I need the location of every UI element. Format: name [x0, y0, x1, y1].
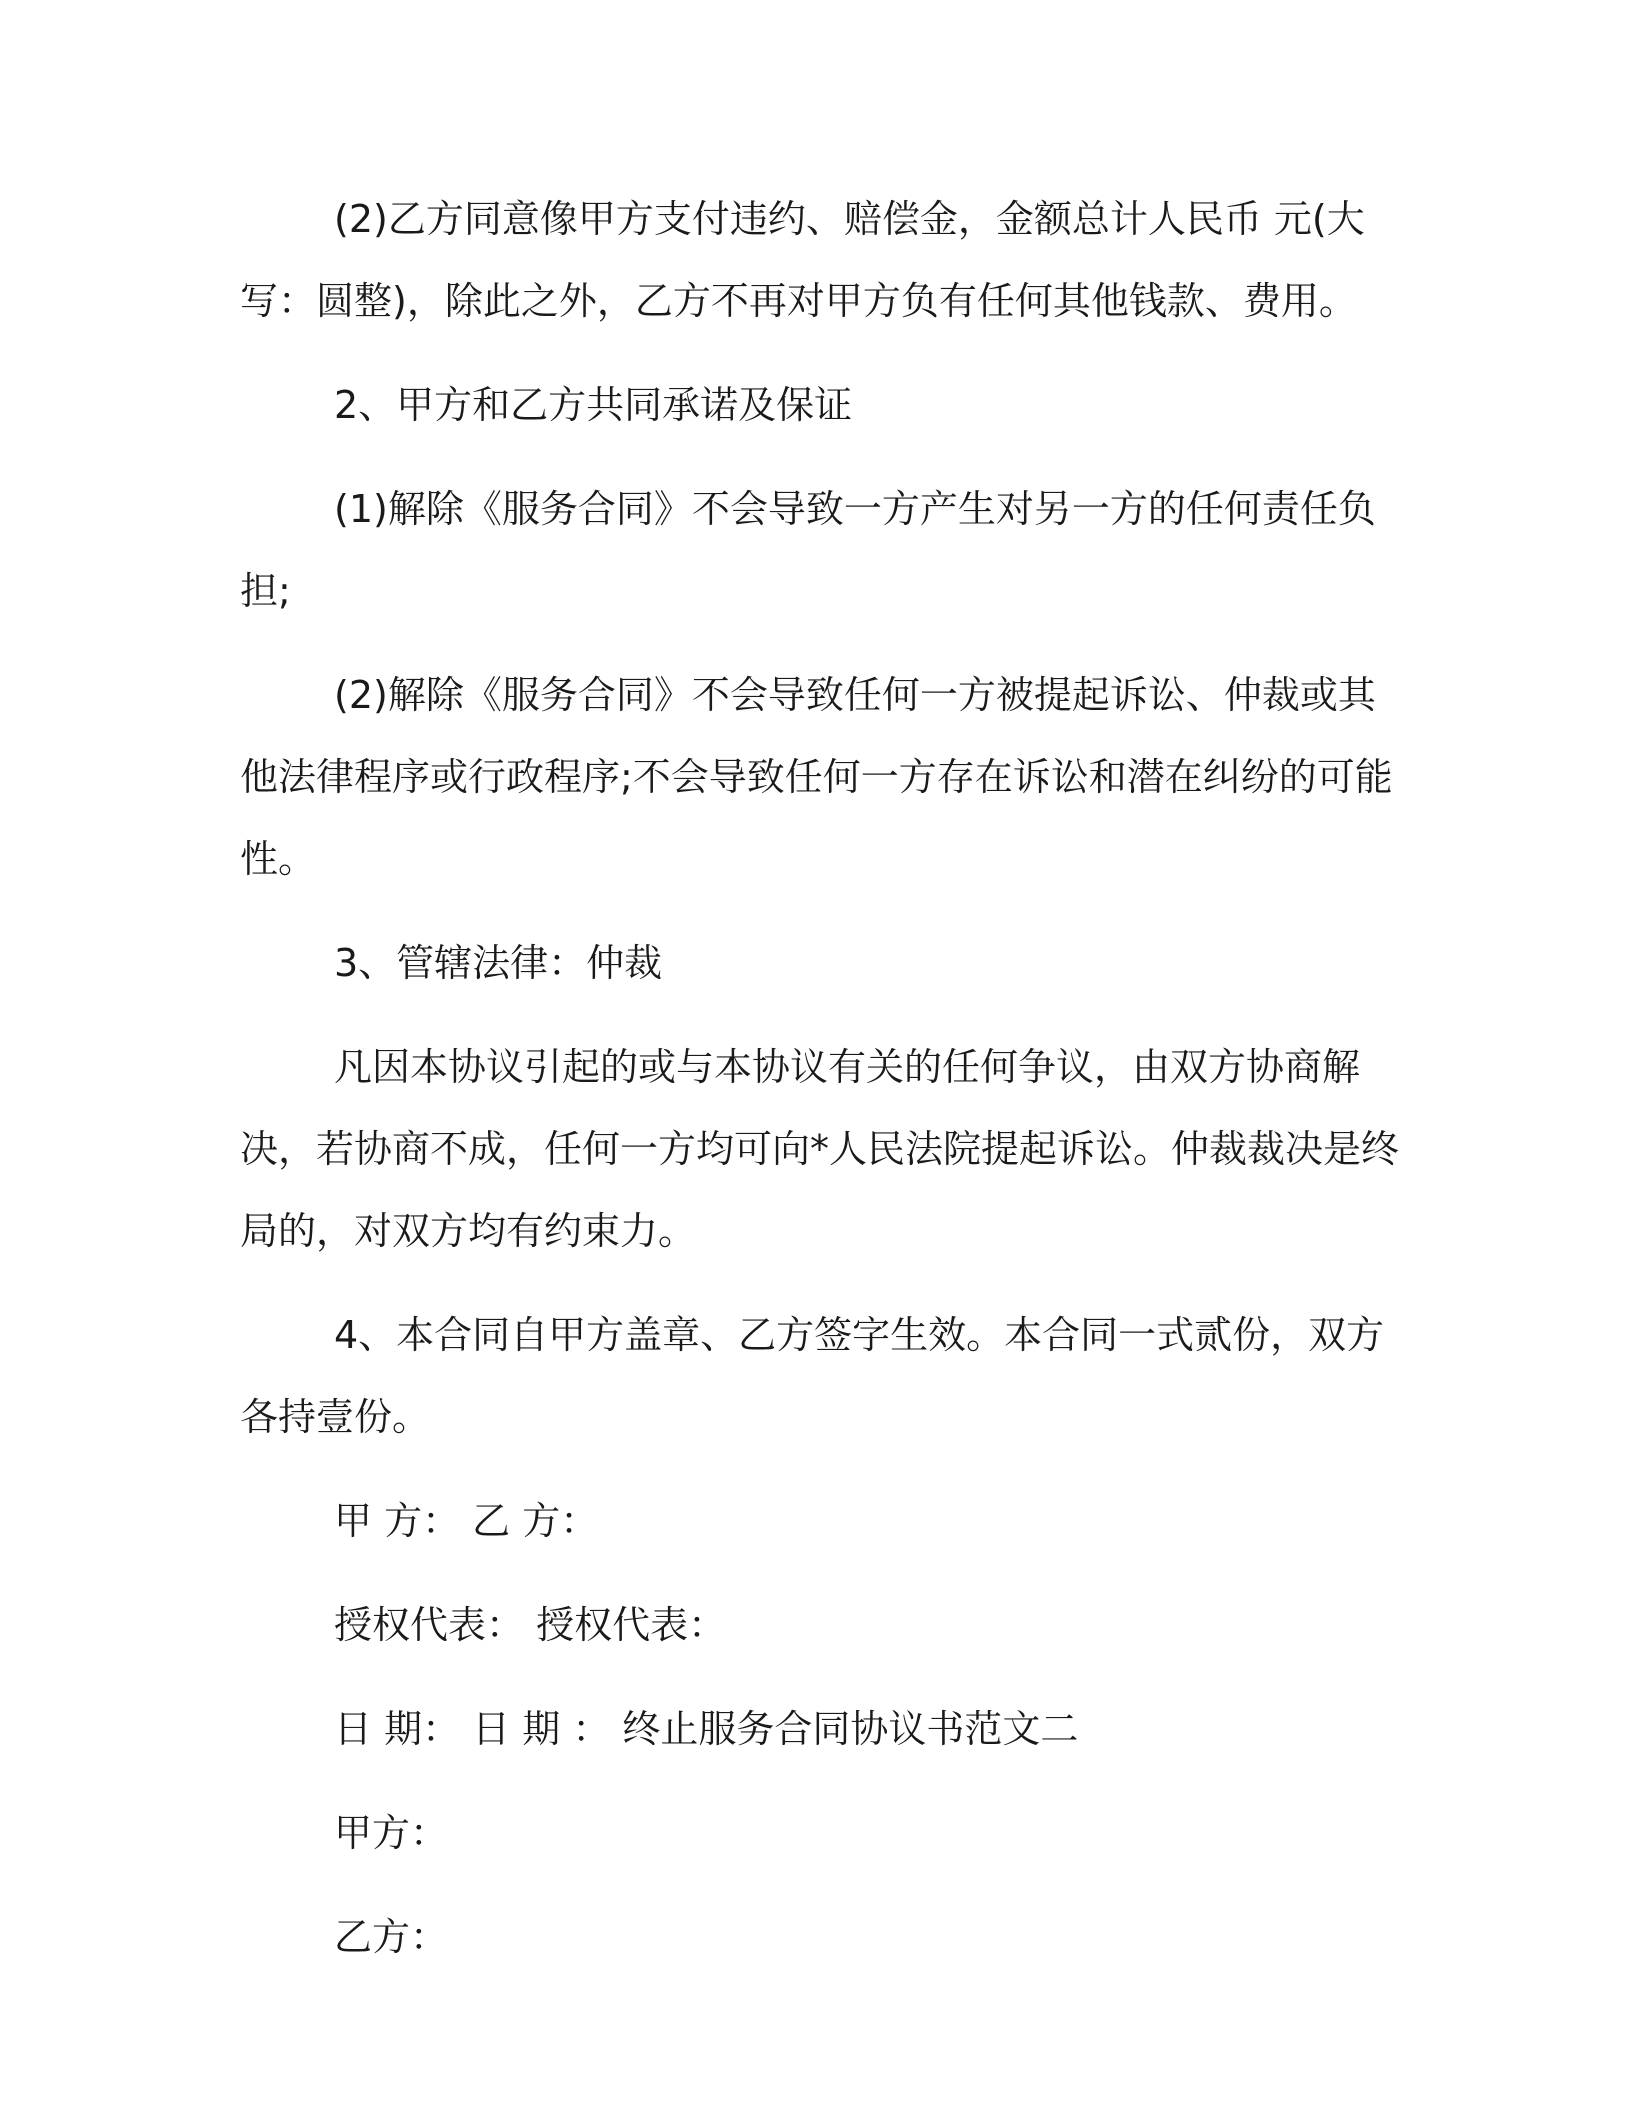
clause-2-2-payment: (2)乙方同意像甲方支付违约、赔偿金，金额总计人民币 元(大写：圆整)，除此之外，乙方不再对甲方负有任何其他钱款、费用。 — [240, 197, 1365, 323]
document-body — [240, 178, 1400, 1978]
clause-2-1: (1)解除《服务合同》不会导致一方产生对另一方的任何责任负担; — [240, 487, 1376, 613]
party-a-label: 甲方： — [334, 1811, 449, 1855]
section-2-heading: 2、甲方和乙方共同承诺及保证 — [334, 383, 853, 427]
clause-2-2: (2)解除《服务合同》不会导致任何一方被提起诉讼、仲裁或其他法律程序或行政程序;不会导致任何一方存在诉讼和潜在纠纷的可能性。 — [240, 673, 1393, 881]
section-4-effectiveness: 4、本合同自甲方盖章、乙方签字生效。本合同一式贰份，双方各持壹份。 — [240, 1313, 1385, 1439]
party-b-label: 乙方： — [334, 1915, 449, 1959]
signature-dates: 日 期： 日 期 ： 终止服务合同协议书范文二 — [334, 1707, 1079, 1751]
section-3-heading: 3、管辖法律：仲裁 — [334, 941, 663, 985]
clause-3-dispute: 凡因本协议引起的或与本协议有关的任何争议，由双方协商解决，若协商不成，任何一方均可向*人民法院提起诉讼。仲裁裁决是终局的，对双方均有约束力。 — [240, 1045, 1400, 1253]
signature-parties: 甲 方： 乙 方： — [334, 1499, 599, 1543]
signature-representatives: 授权代表： 授权代表： — [334, 1603, 727, 1647]
